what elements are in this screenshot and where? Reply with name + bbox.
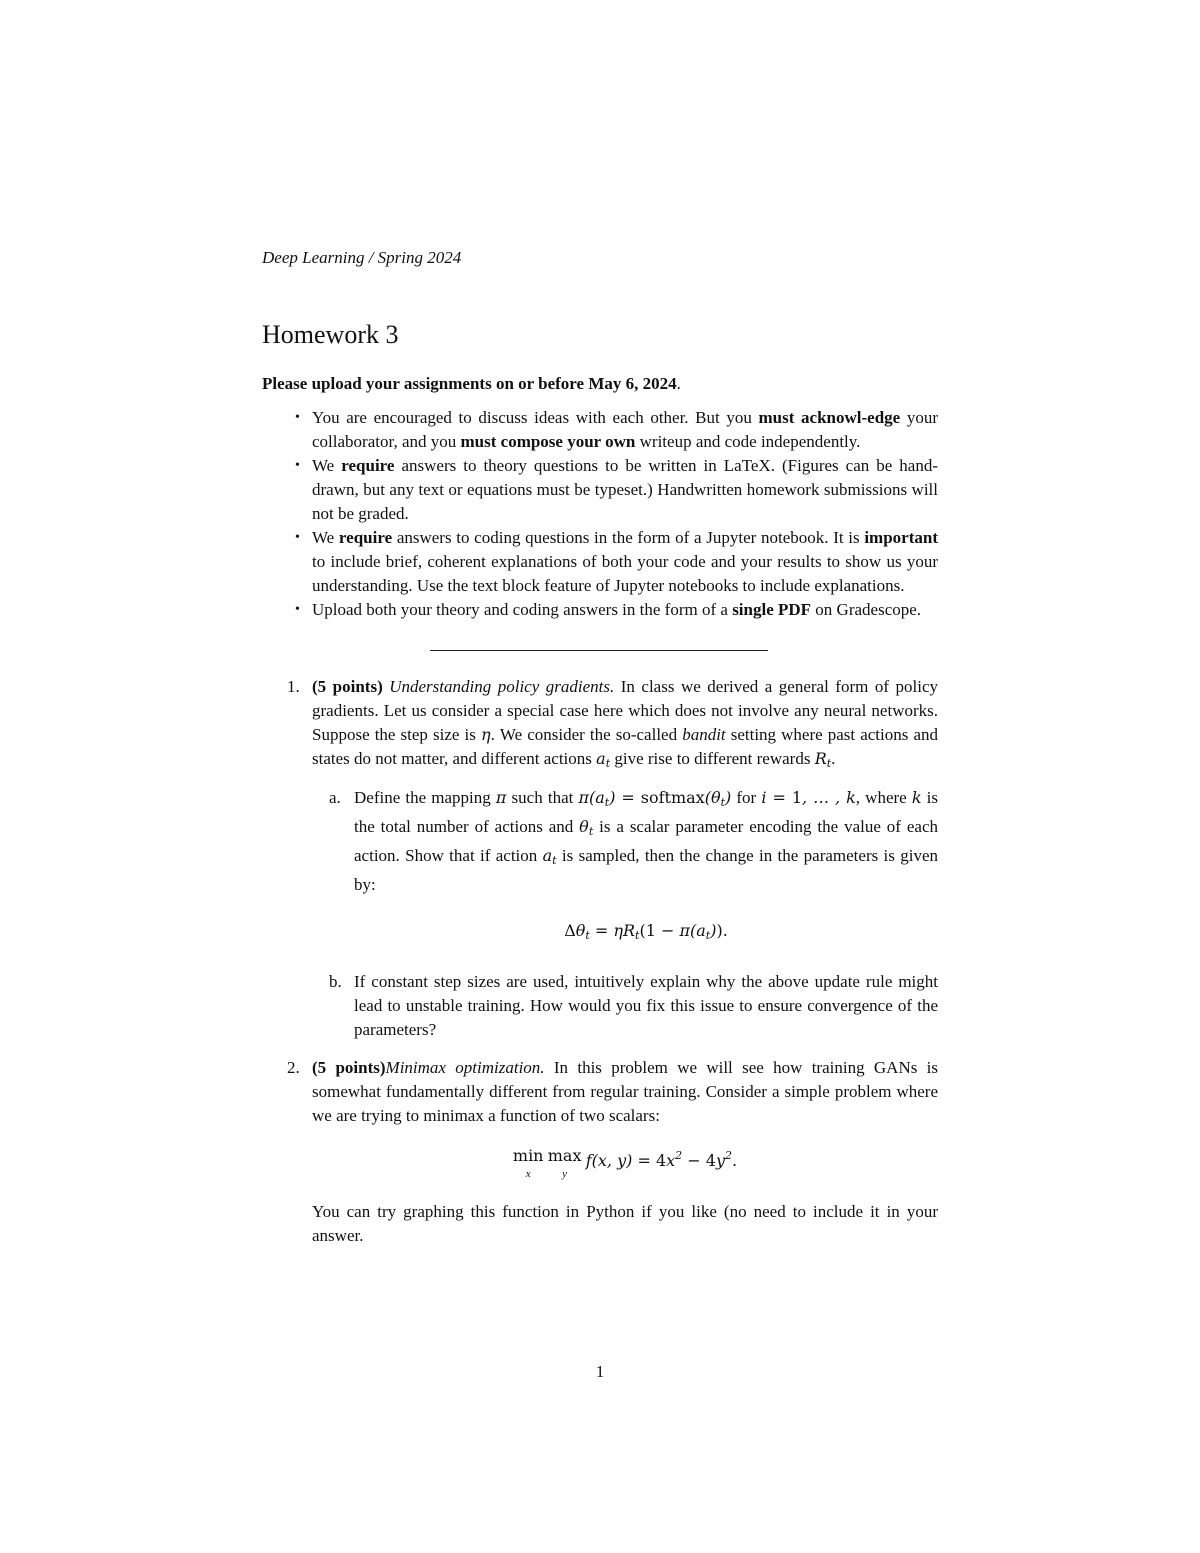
bullet-icon: • <box>295 458 300 473</box>
problem-text: In class we derived a general form of policy gradients. Let us consider a special case here which does not involve any neural networks. Suppose the step size is <box>312 677 938 744</box>
rule-text <box>312 526 938 598</box>
problem-2-closing: You can try graphing this function in Python if you like (no need to include it in your answer. <box>312 1202 938 1245</box>
section-divider <box>430 650 768 651</box>
rule-text-part: answers to theory questions to be written in LaTeX. (Figures can be hand-drawn, but any text or equations must be typeset.) Handwritten homework submissions will not be graded. <box>312 456 939 523</box>
subpart-text: Define the mapping <box>354 788 496 807</box>
rule-text-part: on Gradescope. <box>811 600 922 619</box>
subpart-label: b. <box>329 972 342 991</box>
equation-minimax <box>312 1144 938 1182</box>
bullet-icon: • <box>295 410 300 425</box>
rule-emphasis: important <box>864 528 938 547</box>
problem-1-intro <box>312 675 938 776</box>
math-objective: f(x, $y) = 4x^2 - 4y^2$. <box>585 1149 738 1170</box>
math-delta-theta: $\Delta\theta_t = \eta R_t(1 - \pi(a_t))$. <box>564 921 728 942</box>
rule-text <box>312 454 938 526</box>
math-a-t: $a_t$ <box>596 749 611 770</box>
rule-text-part: Upload both your theory and coding answers in the form of a <box>312 600 733 619</box>
rule-text-part: writeup and code independently. <box>635 432 861 451</box>
deadline-text: Please upload your assignments on or before May 6, 2024 <box>262 374 677 393</box>
rule-text-part: We <box>312 528 339 547</box>
subpart-b-text: If constant step sizes are used, intuitively explain why the above update rule might lead to unstable training. How would you fix this issue to ensure convergence of the parameters? <box>354 972 938 1039</box>
rule-emphasis: must compose your own <box>460 432 636 451</box>
deadline-notice: Please upload your assignments on or before May 6, 2024. <box>262 374 681 393</box>
rule-item <box>295 454 939 526</box>
rule-text-part: to include brief, coherent explanations of both your code and your results to show us your understanding. Use the text block feature of Jupyter notebooks to include explanations. <box>312 552 938 595</box>
subpart-text: is a scalar parameter encoding the value of each action. Show that if action <box>354 817 938 865</box>
subpart-a <box>329 786 939 948</box>
problem-text: give rise to different rewards <box>610 749 815 768</box>
problem-1-subparts <box>312 786 938 1042</box>
rule-emphasis: single PDF <box>732 600 812 619</box>
math-max-op: max y <box>547 1146 582 1180</box>
problem-term: bandit <box>682 725 726 744</box>
rule-item <box>295 598 938 622</box>
page-number: 1 <box>595 1362 605 1381</box>
math-softmax-def: $\pi(a_t)$ = $softmax(\theta_t)$ <box>578 788 732 809</box>
problem-2 <box>287 1056 938 1248</box>
problems-list <box>262 675 938 1248</box>
page-title: Homework 3 <box>262 320 399 349</box>
course-header: Deep Learning / Spring 2024 <box>262 248 462 267</box>
problem-number: 2. <box>287 1058 300 1077</box>
subpart-b <box>329 970 938 1042</box>
math-eta: η <box>480 725 491 744</box>
math-min-op: min x <box>512 1146 544 1180</box>
math-pi: π <box>495 788 507 807</box>
rule-emphasis: require <box>341 456 395 475</box>
page-content <box>262 246 938 1248</box>
rule-emphasis: require <box>338 528 393 547</box>
rule-item <box>295 406 938 454</box>
subpart-text: such that <box>506 788 579 807</box>
problem-text: setting where past actions and states do not matter, and different actions <box>312 725 938 768</box>
bullet-icon: • <box>295 530 300 545</box>
math-R-t: $R_t$ <box>814 749 832 770</box>
bullet-icon: • <box>295 602 300 617</box>
problem-2-intro <box>312 1056 938 1128</box>
equation-update-rule <box>354 919 938 948</box>
problem-1 <box>287 675 939 1042</box>
math-a-t: $a_t$ <box>542 846 557 867</box>
rule-text-part: answers to coding questions in the form of a Jupyter notebook. It is <box>392 528 865 547</box>
problem-topic: Understanding policy gradients. <box>389 677 615 696</box>
rule-text <box>312 406 938 454</box>
subpart-text: is sampled, then the change in the parameters is given by: <box>354 846 938 894</box>
subpart-a-text <box>354 786 938 897</box>
subpart-text: is the total number of actions and <box>354 788 939 836</box>
rule-emphasis: must acknowl-edge <box>758 408 901 427</box>
rule-text-part: You are encouraged to discuss ideas with each other. But you <box>312 408 759 427</box>
math-k: k <box>911 788 922 807</box>
rules-list <box>262 406 938 622</box>
math-theta-t: $\theta_t$ <box>579 817 594 838</box>
rule-text-part: We <box>312 456 342 475</box>
problem-points: (5 points) <box>312 1058 386 1077</box>
problem-number: 1. <box>287 677 300 696</box>
subpart-text: for <box>731 788 762 807</box>
problem-points: (5 points) <box>312 677 383 696</box>
rule-text-part: your collaborator, and you <box>312 408 938 451</box>
subpart-label: a. <box>329 788 341 807</box>
problem-topic: Minimax optimization. <box>385 1058 545 1077</box>
rule-item <box>295 526 938 598</box>
problem-text: In this problem we will see how training GANs is somewhat fundamentally different from regular training. Consider a simple problem where we are trying to minimax a function of two scalars: <box>312 1058 938 1125</box>
rule-text <box>312 598 938 622</box>
subpart-text: , where <box>855 788 912 807</box>
problem-text: . <box>831 749 836 768</box>
math-index-range: i = 1, … , k <box>761 788 856 807</box>
problem-text: . We consider the so-called <box>490 725 683 744</box>
